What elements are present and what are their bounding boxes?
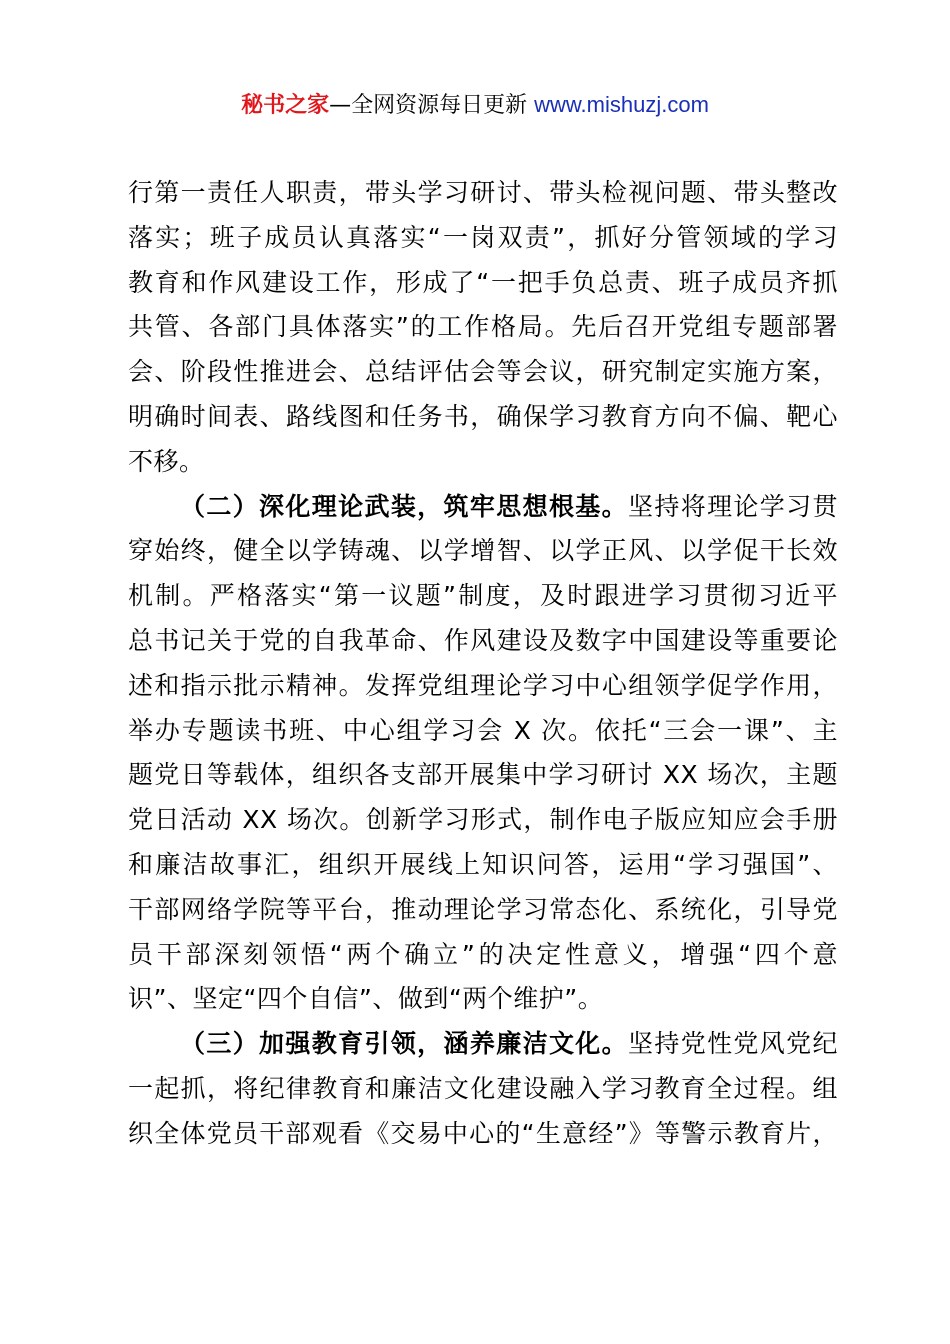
paragraph-line: 识”、坚定“四个自信”、做到“两个维护”。: [128, 984, 604, 1014]
paragraph-line: 举办专题读书班、中心组学习会 X 次。依托“三会一课”、主: [128, 715, 838, 745]
paragraph-line: 织全体党员干部观看《交易中心的“生意经”》等警示教育片，: [128, 1118, 838, 1148]
paragraph-line: 会、阶段性推进会、总结评估会等会议，研究制定实施方案，: [128, 357, 838, 387]
paragraph-line: 教育和作风建设工作，形成了“一把手负总责、班子成员齐抓: [128, 267, 838, 297]
paragraph-line: 党日活动 XX 场次。创新学习形式，制作电子版应知应会手册: [128, 805, 838, 835]
section-heading-line: [128, 1022, 838, 1067]
document-body: [128, 171, 838, 1157]
paragraph-line: 和廉洁故事汇，组织开展线上知识问答，运用“学习强国”、: [128, 849, 838, 879]
section-heading-line: [128, 485, 838, 530]
paragraph-line: 述和指示批示精神。发挥党组理论学习中心组领学促学作用，: [128, 670, 838, 700]
site-brand: 秘书之家: [241, 93, 330, 118]
paragraph-line: 员干部深刻领悟“两个确立”的决定性意义，增强“四个意: [128, 939, 838, 969]
paragraph-line: 穿始终，健全以学铸魂、以学增智、以学正风、以学促干长效: [128, 536, 838, 566]
header-tagline: —全网资源每日更新: [329, 93, 535, 118]
paragraph-text: 坚持将理论学习贯: [628, 491, 838, 521]
paragraph-line: 干部网络学院等平台，推动理论学习常态化、系统化，引导党: [128, 894, 838, 924]
paragraph-line: 落实；班子成员认真落实“一岗双责”，抓好分管领域的学习: [128, 222, 838, 252]
paragraph-line: 行第一责任人职责，带头学习研讨、带头检视问题、带头整改: [128, 178, 838, 207]
page-header: [0, 88, 950, 123]
paragraph-line: 不移。: [128, 446, 205, 476]
paragraph-line: 明确时间表、路线图和任务书，确保学习教育方向不偏、靶心: [128, 401, 838, 431]
paragraph-line: 总书记关于党的自我革命、作风建设及数字中国建设等重要论: [128, 625, 838, 655]
paragraph-line: 题党日等载体，组织各支部开展集中学习研讨 XX 场次，主题: [128, 760, 838, 790]
section-heading: （三）加强教育引领，涵养廉洁文化。: [180, 1029, 629, 1059]
section-heading: （二）深化理论武装，筑牢思想根基。: [180, 491, 629, 521]
paragraph-line: 共管、各部门具体落实”的工作格局。先后召开党组专题部署: [128, 312, 838, 342]
site-url-link[interactable]: www.mishuzj.com: [534, 92, 709, 117]
paragraph-line: 机制。严格落实“第一议题”制度，及时跟进学习贯彻习近平: [128, 581, 838, 611]
paragraph-line: 一起抓，将纪律教育和廉洁文化建设融入学习教育全过程。组: [128, 1073, 838, 1103]
paragraph-text: 坚持党性党风党纪: [628, 1029, 838, 1059]
